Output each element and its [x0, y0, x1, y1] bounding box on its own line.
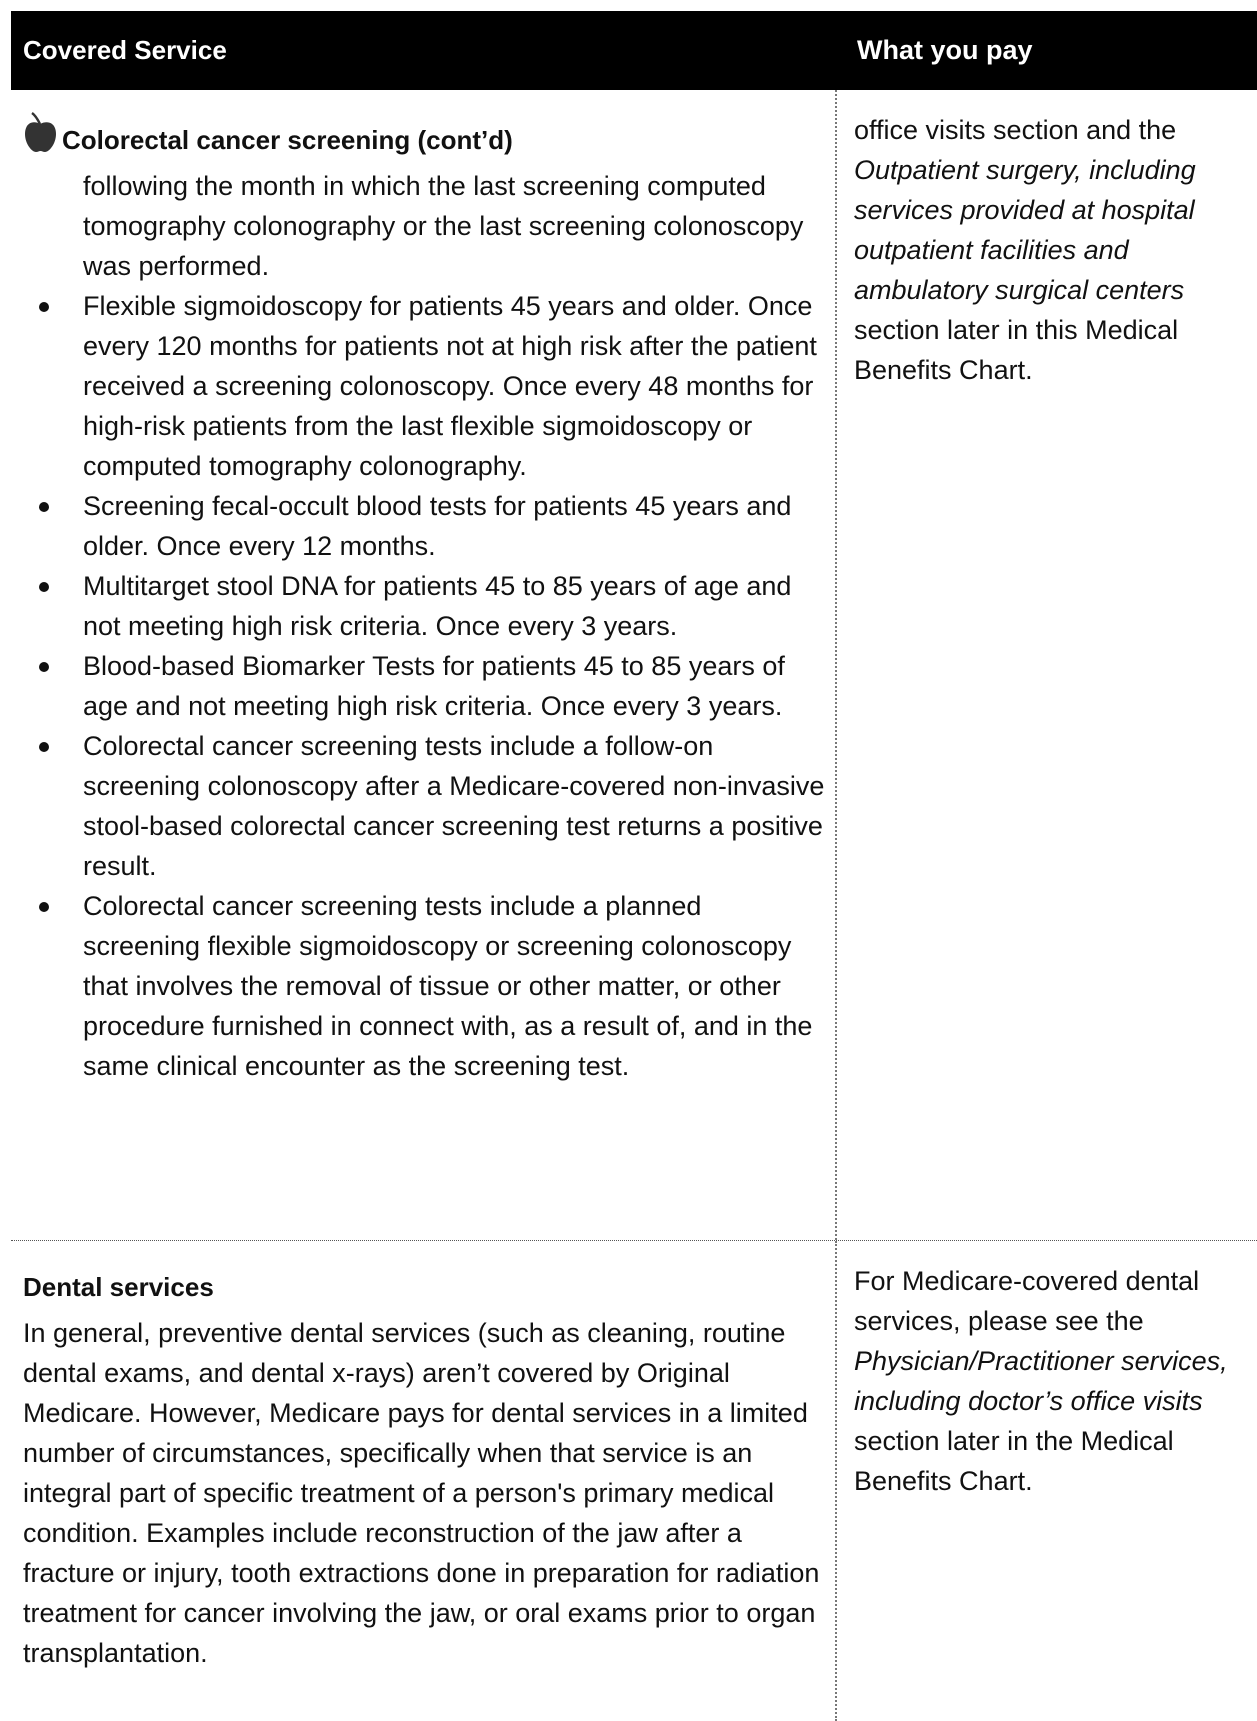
section-title: Dental services — [23, 1272, 214, 1302]
list-item: Multitarget stool DNA for patients 45 to 85 years of age and not meeting high risk criteria. Once every 3 years. — [23, 566, 825, 646]
covered-service-cell — [11, 90, 837, 1240]
header-covered-service: Covered Service — [23, 35, 227, 65]
what-you-pay-cell — [837, 1241, 1257, 1721]
benefits-table — [11, 11, 1257, 1721]
pay-text: section later in the Medical Benefits Chart. — [854, 1426, 1174, 1496]
bullet-list — [23, 286, 825, 1086]
list-item: Screening fecal-occult blood tests for patients 45 years and older. Once every 12 months. — [23, 486, 825, 566]
section-title — [23, 106, 825, 156]
list-item: Colorectal cancer screening tests include a follow-on screening colonoscopy after a Medicare-covered non-invasive stool-based colorectal cancer screening test returns a positive result. — [23, 726, 825, 886]
table-row — [11, 1241, 1257, 1721]
pay-text: section later in this Medical Benefits Chart. — [854, 315, 1179, 385]
list-item: Colorectal cancer screening tests include a planned screening flexible sigmoidoscopy or screening colonoscopy that involves the removal of tissue or other matter, or other procedure furnished in connect with, as a result of, and in the same clinical encounter as the screening test. — [23, 886, 825, 1086]
continuation-text: following the month in which the last screening computed tomography colonography or the last screening colonoscopy was performed. — [83, 171, 804, 281]
list-item: Blood-based Biomarker Tests for patients 45 to 85 years of age and not meeting high risk criteria. Once every 3 years. — [23, 646, 825, 726]
pay-text-italic: Physician/Practitioner services, including doctor’s office visits — [854, 1346, 1228, 1416]
table-row — [11, 90, 1257, 1241]
pay-text-italic: Outpatient surgery, including services provided at hospital outpatient facilities and ambulatory surgical centers — [854, 155, 1196, 305]
what-you-pay-cell — [837, 90, 1257, 1240]
section-title-text: Colorectal cancer screening (cont’d) — [62, 125, 513, 155]
table-header — [11, 11, 1257, 90]
pay-text: For Medicare-covered dental services, please see the — [854, 1266, 1200, 1336]
covered-service-cell — [11, 1241, 837, 1721]
list-item: Flexible sigmoidoscopy for patients 45 years and older. Once every 120 months for patients not at high risk after the patient received a screening colonoscopy. Once every 48 months for high-risk patients from the last flexible sigmoidoscopy or computed tomography colonography. — [23, 286, 825, 486]
pay-text: office visits section and the — [854, 115, 1177, 145]
section-body: In general, preventive dental services (such as cleaning, routine dental exams, and dental x-rays) aren’t covered by Original Medicare. However, Medicare pays for dental services in a limited number of circumstances, specifically when that service is an integral part of specific treatment of a person's primary medical condition. Examples include reconstruction of the jaw after a fracture or injury, tooth extractions done in preparation for radiation treatment for cancer involving the jaw, or oral exams prior to organ transplantation. — [23, 1318, 820, 1668]
apple-icon — [23, 110, 58, 154]
header-what-you-pay: What you pay — [857, 35, 1033, 65]
